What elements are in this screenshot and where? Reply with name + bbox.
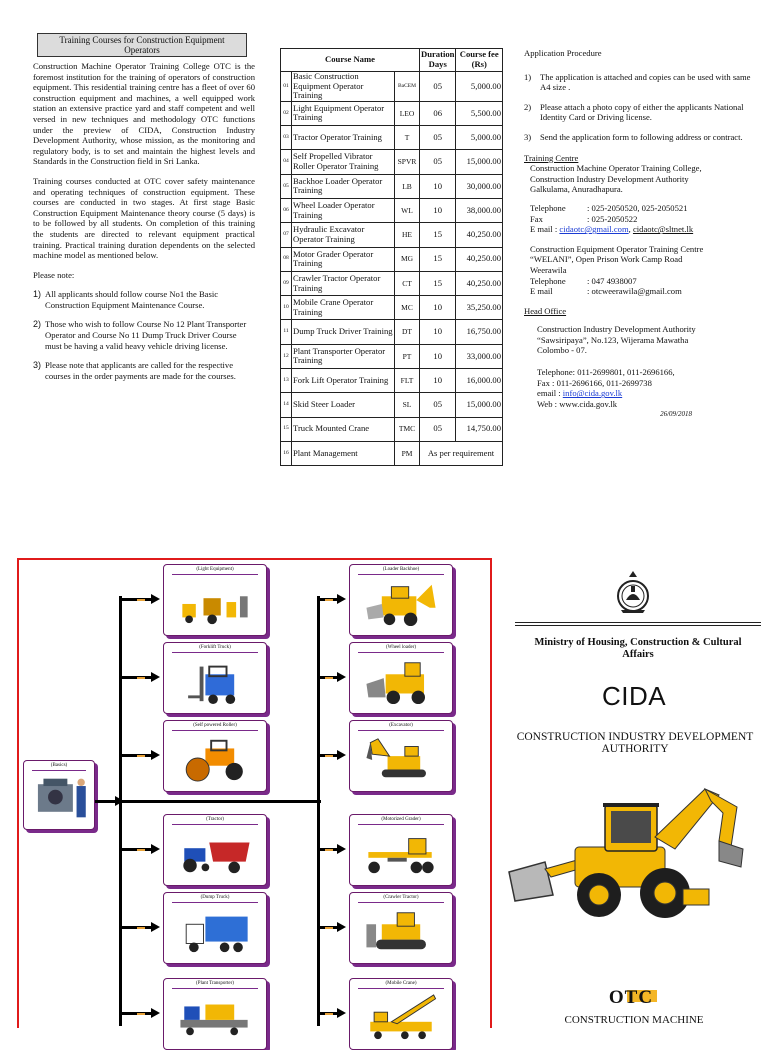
course-code: LEO bbox=[395, 101, 420, 125]
crane-machine-icon bbox=[362, 993, 440, 1041]
address-line: Construction Machine Operator Training College, bbox=[530, 163, 702, 174]
course-number: 02 bbox=[281, 101, 292, 125]
course-number: 05 bbox=[281, 174, 292, 198]
course-duration-fee: As per requirement bbox=[420, 441, 503, 465]
branch-tick bbox=[325, 755, 333, 757]
intro-column bbox=[33, 33, 255, 390]
application-column bbox=[524, 48, 756, 420]
card-divider bbox=[358, 574, 444, 575]
course-fee: 40,250.00 bbox=[456, 247, 503, 271]
course-name: Hydraulic Excavator Operator Training bbox=[292, 223, 395, 247]
telephone-value: : 025-2050520, 025-2050521 bbox=[587, 202, 688, 213]
table-row bbox=[281, 393, 503, 417]
course-table bbox=[280, 48, 503, 466]
course-duration: 05 bbox=[420, 393, 456, 417]
address-line: Construction Industry Development Authority bbox=[530, 173, 689, 184]
email-link[interactable]: cidaotc@sltnet.lk bbox=[632, 224, 694, 235]
note-item bbox=[33, 289, 255, 310]
arrow-icon bbox=[337, 922, 346, 932]
course-name: Self Propelled Vibrator Roller Operator Training bbox=[292, 150, 395, 174]
left-course-card bbox=[163, 564, 267, 636]
right-course-card bbox=[349, 814, 453, 886]
course-duration: 15 bbox=[420, 271, 456, 295]
branch-tick bbox=[137, 599, 145, 601]
step-number: 1) bbox=[524, 71, 532, 82]
arrow-icon bbox=[337, 594, 346, 604]
left-course-card bbox=[163, 720, 267, 792]
right-course-card bbox=[349, 720, 453, 792]
branch-line bbox=[119, 598, 153, 601]
application-steps bbox=[524, 72, 756, 143]
course-duration: 05 bbox=[420, 72, 456, 102]
card-label: (Motorized Grader) bbox=[381, 817, 421, 822]
training-paragraph: Training courses conducted at OTC cover safety maintenance and operating techniques of construction equipment. These courses are conducted in two stages. At first stage Basic Construction Equipment Maintenance theory course (5 days) is to be followed by all students. On completion of this training the students are directed to relevant equipment practical training. Practical training duration dependents on the selected machine model as mentioned below. bbox=[33, 175, 255, 261]
head-office-email-label: email : bbox=[537, 388, 561, 399]
government-emblem-icon bbox=[615, 570, 651, 614]
top-rule bbox=[515, 625, 761, 626]
card-divider bbox=[358, 652, 444, 653]
step-number: 3) bbox=[524, 131, 532, 142]
branch-line bbox=[119, 676, 153, 679]
head-office-label: Head Office bbox=[524, 305, 567, 316]
table-row bbox=[281, 417, 503, 441]
card-divider bbox=[172, 574, 258, 575]
email-link[interactable]: cidaotc@gmail.com bbox=[559, 224, 629, 235]
course-fee: 40,250.00 bbox=[456, 223, 503, 247]
arrow-icon bbox=[151, 672, 160, 682]
note-number: 1) bbox=[33, 289, 42, 300]
course-duration: 05 bbox=[420, 126, 456, 150]
step-number: 2) bbox=[524, 101, 532, 112]
note-text: Please note that applicants are called for the respective courses in the order payments are made for the courses. bbox=[45, 360, 236, 381]
card-divider bbox=[358, 824, 444, 825]
email-label: E mail bbox=[530, 286, 553, 297]
course-fee: 5,500.00 bbox=[456, 101, 503, 125]
course-number: 03 bbox=[281, 126, 292, 150]
issue-date: 26/09/2018 bbox=[660, 410, 692, 419]
roller-machine-icon bbox=[176, 735, 254, 783]
head-office-line: Colombo - 07. bbox=[537, 345, 587, 356]
note-text: Those who wish to follow Course No 12 Plant Transporter Operator and Course No 11 Dump Truck Driver Course must be having a valid heavy vehicle driving license. bbox=[45, 319, 247, 351]
ministry-name: Ministry of Housing, Construction & Cultural Affairs bbox=[534, 637, 742, 660]
step-text: Send the application form to following address or contract. bbox=[540, 131, 743, 142]
card-divider bbox=[172, 988, 258, 989]
branch-tick bbox=[137, 927, 145, 929]
course-code: MG bbox=[395, 247, 420, 271]
table-row bbox=[281, 126, 503, 150]
course-code: SL bbox=[395, 393, 420, 417]
course-fee: 16,000.00 bbox=[456, 369, 503, 393]
course-number: 12 bbox=[281, 344, 292, 368]
backhoe-machine-icon bbox=[362, 579, 440, 627]
course-fee: 35,250.00 bbox=[456, 296, 503, 320]
branch-tick bbox=[137, 677, 145, 679]
course-duration: 05 bbox=[420, 417, 456, 441]
transporter-machine-icon bbox=[176, 993, 254, 1041]
note-number: 3) bbox=[33, 360, 42, 371]
branch-line bbox=[119, 1012, 153, 1015]
arrow-icon bbox=[151, 922, 160, 932]
step-item bbox=[524, 132, 756, 143]
email-prefix: : bbox=[554, 224, 558, 235]
course-code: FLT bbox=[395, 369, 420, 393]
course-fee: 40,250.00 bbox=[456, 271, 503, 295]
course-code: DT bbox=[395, 320, 420, 344]
branch-line bbox=[119, 754, 153, 757]
course-code: HE bbox=[395, 223, 420, 247]
cover-panel bbox=[505, 565, 763, 1024]
right-course-card bbox=[349, 978, 453, 1050]
note-item bbox=[33, 319, 255, 351]
course-flow-chart bbox=[17, 558, 492, 1028]
branch-tick bbox=[325, 599, 333, 601]
course-fee: 38,000.00 bbox=[456, 198, 503, 222]
otc-subtitle: CONSTRUCTION MACHINE bbox=[564, 1014, 704, 1026]
course-fee: 15,000.00 bbox=[456, 393, 503, 417]
head-office-line: “Sawsiripaya”, No.123, Wijerama Mawatha bbox=[537, 334, 689, 345]
card-divider bbox=[172, 824, 258, 825]
dump-machine-icon bbox=[176, 907, 254, 955]
otc-logo bbox=[601, 987, 661, 1009]
arrow-icon bbox=[337, 750, 346, 760]
arrow-icon bbox=[115, 796, 124, 806]
card-divider bbox=[358, 988, 444, 989]
card-label: (Forklift Truck) bbox=[199, 645, 231, 650]
course-duration: 06 bbox=[420, 101, 456, 125]
card-divider bbox=[358, 730, 444, 731]
welani-centre bbox=[524, 244, 756, 297]
fax-label: Fax bbox=[530, 213, 543, 224]
card-label: (Mobile Crane) bbox=[385, 981, 417, 986]
course-duration: 10 bbox=[420, 174, 456, 198]
left-course-card bbox=[163, 642, 267, 714]
course-fee: 16,750.00 bbox=[456, 320, 503, 344]
table-row bbox=[281, 150, 503, 174]
tractor-machine-icon bbox=[176, 829, 254, 877]
course-number: 09 bbox=[281, 271, 292, 295]
arrow-icon bbox=[337, 844, 346, 854]
intro-paragraph: Construction Machine Operator Training College OTC is the foremost institution for the training of operators of construction equipment. This residential training centre has a fleet of over 60 construction equipment and machines, a well equipped work station an extensive practice yard and staff competent and well versed in new techniques and methodology OTC functions under the preview of CIDA, Construction Industry Development Authority, whose mission, as the monitoring and regulatory body, is to set and maintain the highest levels and Standards in the Construction field in Sri Lanka. bbox=[33, 61, 255, 167]
left-course-card bbox=[163, 978, 267, 1050]
course-fee: 30,000.00 bbox=[456, 174, 503, 198]
course-name: Plant Management bbox=[292, 441, 395, 465]
table-row bbox=[281, 72, 503, 102]
excavator-machine-icon bbox=[362, 735, 440, 783]
branch-tick bbox=[325, 1013, 333, 1015]
course-number: 01 bbox=[281, 72, 292, 102]
arrow-icon bbox=[337, 672, 346, 682]
course-number: 14 bbox=[281, 393, 292, 417]
course-duration: 10 bbox=[420, 296, 456, 320]
fax-value: : 025-2050522 bbox=[587, 213, 638, 224]
course-number: 13 bbox=[281, 369, 292, 393]
right-course-card bbox=[349, 564, 453, 636]
card-label: (Excavator) bbox=[389, 723, 413, 728]
header-fee: Course fee (Rs) bbox=[456, 49, 503, 72]
course-duration: 15 bbox=[420, 223, 456, 247]
training-centre-label: Training Centre bbox=[524, 152, 579, 163]
card-divider bbox=[172, 902, 258, 903]
course-name: Mobile Crane Operator Training bbox=[292, 296, 395, 320]
card-divider bbox=[358, 902, 444, 903]
course-name: Basic Construction Equipment Operator Training bbox=[292, 72, 395, 102]
table-row bbox=[281, 101, 503, 125]
card-label: (Crawler Tractor) bbox=[383, 895, 419, 900]
telephone-label: Telephone bbox=[530, 275, 566, 286]
course-duration: 15 bbox=[420, 247, 456, 271]
card-label: (Wheel loader) bbox=[385, 645, 417, 650]
email-value: : otcweerawila@gmail.com bbox=[587, 286, 682, 297]
left-connector-line bbox=[119, 596, 122, 1026]
course-fee: 5,000.00 bbox=[456, 72, 503, 102]
course-name: Motor Grader Operator Training bbox=[292, 247, 395, 271]
step-item bbox=[524, 102, 756, 123]
grader-machine-icon bbox=[362, 829, 440, 877]
course-code: MC bbox=[395, 296, 420, 320]
welani-line: “WELANI”, Open Prison Work Camp Road bbox=[530, 254, 683, 265]
course-code: PT bbox=[395, 344, 420, 368]
course-name: Fork Lift Operator Training bbox=[292, 369, 395, 393]
course-code: BaCEM bbox=[395, 72, 420, 102]
course-duration: 10 bbox=[420, 320, 456, 344]
header-course-name: Course Name bbox=[281, 49, 420, 72]
address-line: Galkulama, Anuradhapura. bbox=[530, 184, 623, 195]
card-divider bbox=[172, 652, 258, 653]
course-number: 06 bbox=[281, 198, 292, 222]
branch-line bbox=[119, 926, 153, 929]
note-item bbox=[33, 360, 255, 381]
otc-logo-text: OTC bbox=[608, 987, 654, 1008]
crawler-machine-icon bbox=[362, 907, 440, 955]
course-number: 16 bbox=[281, 441, 292, 465]
training-centre-contacts bbox=[524, 203, 756, 235]
card-label: (Self powered Roller) bbox=[193, 723, 237, 728]
note-number: 2) bbox=[33, 319, 42, 330]
head-office-telephone: Telephone: 011-2699801, 011-2696166, bbox=[537, 367, 675, 378]
left-course-card bbox=[163, 814, 267, 886]
card-label: (Tractor) bbox=[206, 817, 224, 822]
step-text: The application is attached and copies can be used with same A4 size . bbox=[540, 71, 751, 93]
course-number: 08 bbox=[281, 247, 292, 271]
telephone-label: Telephone bbox=[530, 202, 566, 213]
table-row bbox=[281, 198, 503, 222]
branch-tick bbox=[325, 677, 333, 679]
course-code: TMC bbox=[395, 417, 420, 441]
course-name: Dump Truck Driver Training bbox=[292, 320, 395, 344]
course-name: Tractor Operator Training bbox=[292, 126, 395, 150]
course-duration: 10 bbox=[420, 369, 456, 393]
wheel-machine-icon bbox=[362, 657, 440, 705]
course-name: Light Equipment Operator Training bbox=[292, 101, 395, 125]
course-name: Wheel Loader Operator Training bbox=[292, 198, 395, 222]
table-row bbox=[281, 271, 503, 295]
course-fee: 14,750.00 bbox=[456, 417, 503, 441]
table-row bbox=[281, 369, 503, 393]
step-text: Please attach a photo copy of either the applicants National Identity Card or Driving license. bbox=[540, 101, 744, 123]
application-heading: Application Procedure bbox=[524, 48, 602, 58]
table-row bbox=[281, 296, 503, 320]
course-number: 11 bbox=[281, 320, 292, 344]
header-duration: Duration Days bbox=[420, 49, 456, 72]
course-duration: 10 bbox=[420, 344, 456, 368]
course-number: 15 bbox=[281, 417, 292, 441]
table-header-row bbox=[281, 49, 503, 72]
notes-list bbox=[33, 289, 255, 381]
card-label: (Plant Transporter) bbox=[196, 981, 234, 986]
cida-acronym: CIDA bbox=[601, 681, 667, 711]
course-table-body bbox=[281, 72, 503, 466]
course-code: WL bbox=[395, 198, 420, 222]
card-label: (Loader Backhoe) bbox=[382, 567, 420, 572]
head-office-line: Construction Industry Development Authority bbox=[537, 324, 696, 335]
table-row bbox=[281, 223, 503, 247]
branch-tick bbox=[325, 849, 333, 851]
branch-line bbox=[119, 848, 153, 851]
note-text: All applicants should follow course No1 the Basic Construction Equipment Maintenance Course. bbox=[45, 289, 219, 310]
branch-tick bbox=[137, 755, 145, 757]
welani-line: Weerawila bbox=[530, 264, 567, 275]
arrow-icon bbox=[337, 1008, 346, 1018]
card-label: (Dump Truck) bbox=[200, 895, 230, 900]
card-label: (Light Equipment) bbox=[196, 567, 234, 572]
main-connector-line bbox=[95, 800, 321, 803]
please-note-label: Please note: bbox=[33, 269, 75, 280]
course-code: SPVR bbox=[395, 150, 420, 174]
cida-full-name: CONSTRUCTION INDUSTRY DEVELOPMENT AUTHORITY bbox=[516, 731, 754, 755]
top-rule bbox=[515, 622, 761, 623]
light-machine-icon bbox=[176, 579, 254, 627]
course-name: Truck Mounted Crane bbox=[292, 417, 395, 441]
telephone-value: : 047 4938007 bbox=[587, 275, 637, 286]
arrow-icon bbox=[151, 594, 160, 604]
table-row bbox=[281, 320, 503, 344]
card-divider bbox=[172, 730, 258, 731]
course-name: Crawler Tractor Operator Training bbox=[292, 271, 395, 295]
course-fee: 5,000.00 bbox=[456, 126, 503, 150]
arrow-icon bbox=[151, 844, 160, 854]
branch-tick bbox=[137, 1013, 145, 1015]
card-label: (Basics) bbox=[50, 763, 68, 768]
brochure-title: Training Courses for Construction Equipment Operators bbox=[37, 33, 247, 57]
course-duration: 10 bbox=[420, 198, 456, 222]
forklift-machine-icon bbox=[176, 657, 254, 705]
welani-line: Construction Equipment Operator Training Centre bbox=[530, 243, 704, 254]
email-label: E mail bbox=[530, 224, 553, 235]
head-office-address bbox=[524, 324, 756, 409]
course-duration: 05 bbox=[420, 150, 456, 174]
right-course-card bbox=[349, 642, 453, 714]
card-divider bbox=[32, 770, 86, 771]
email-link[interactable]: info@cida.gov.lk bbox=[562, 388, 623, 399]
branch-tick bbox=[137, 849, 145, 851]
training-centre-address bbox=[524, 163, 756, 195]
course-fee: 15,000.00 bbox=[456, 150, 503, 174]
course-code: CT bbox=[395, 271, 420, 295]
step-item bbox=[524, 72, 756, 93]
basics-card bbox=[23, 760, 95, 830]
arrow-icon bbox=[151, 750, 160, 760]
table-row bbox=[281, 247, 503, 271]
right-course-card bbox=[349, 892, 453, 964]
email-separator: , bbox=[628, 224, 631, 235]
course-code: T bbox=[395, 126, 420, 150]
course-number: 07 bbox=[281, 223, 292, 247]
course-code: LB bbox=[395, 174, 420, 198]
left-course-card bbox=[163, 892, 267, 964]
table-row bbox=[281, 441, 503, 465]
table-row bbox=[281, 344, 503, 368]
course-name: Backhoe Loader Operator Training bbox=[292, 174, 395, 198]
head-office-web: Web : www.cida.gov.lk bbox=[537, 398, 618, 409]
branch-tick bbox=[325, 927, 333, 929]
course-name: Plant Transporter Operator Training bbox=[292, 344, 395, 368]
course-name: Skid Steer Loader bbox=[292, 393, 395, 417]
course-code: PM bbox=[395, 441, 420, 465]
course-number: 10 bbox=[281, 296, 292, 320]
right-connector-line bbox=[317, 596, 320, 1026]
course-number: 04 bbox=[281, 150, 292, 174]
engine-maintenance-icon bbox=[32, 775, 88, 821]
backhoe-loader-image bbox=[505, 777, 763, 927]
course-fee: 33,000.00 bbox=[456, 344, 503, 368]
arrow-icon bbox=[151, 1008, 160, 1018]
table-row bbox=[281, 174, 503, 198]
head-office-fax: Fax : 011-2696166, 011-2699738 bbox=[537, 377, 652, 388]
